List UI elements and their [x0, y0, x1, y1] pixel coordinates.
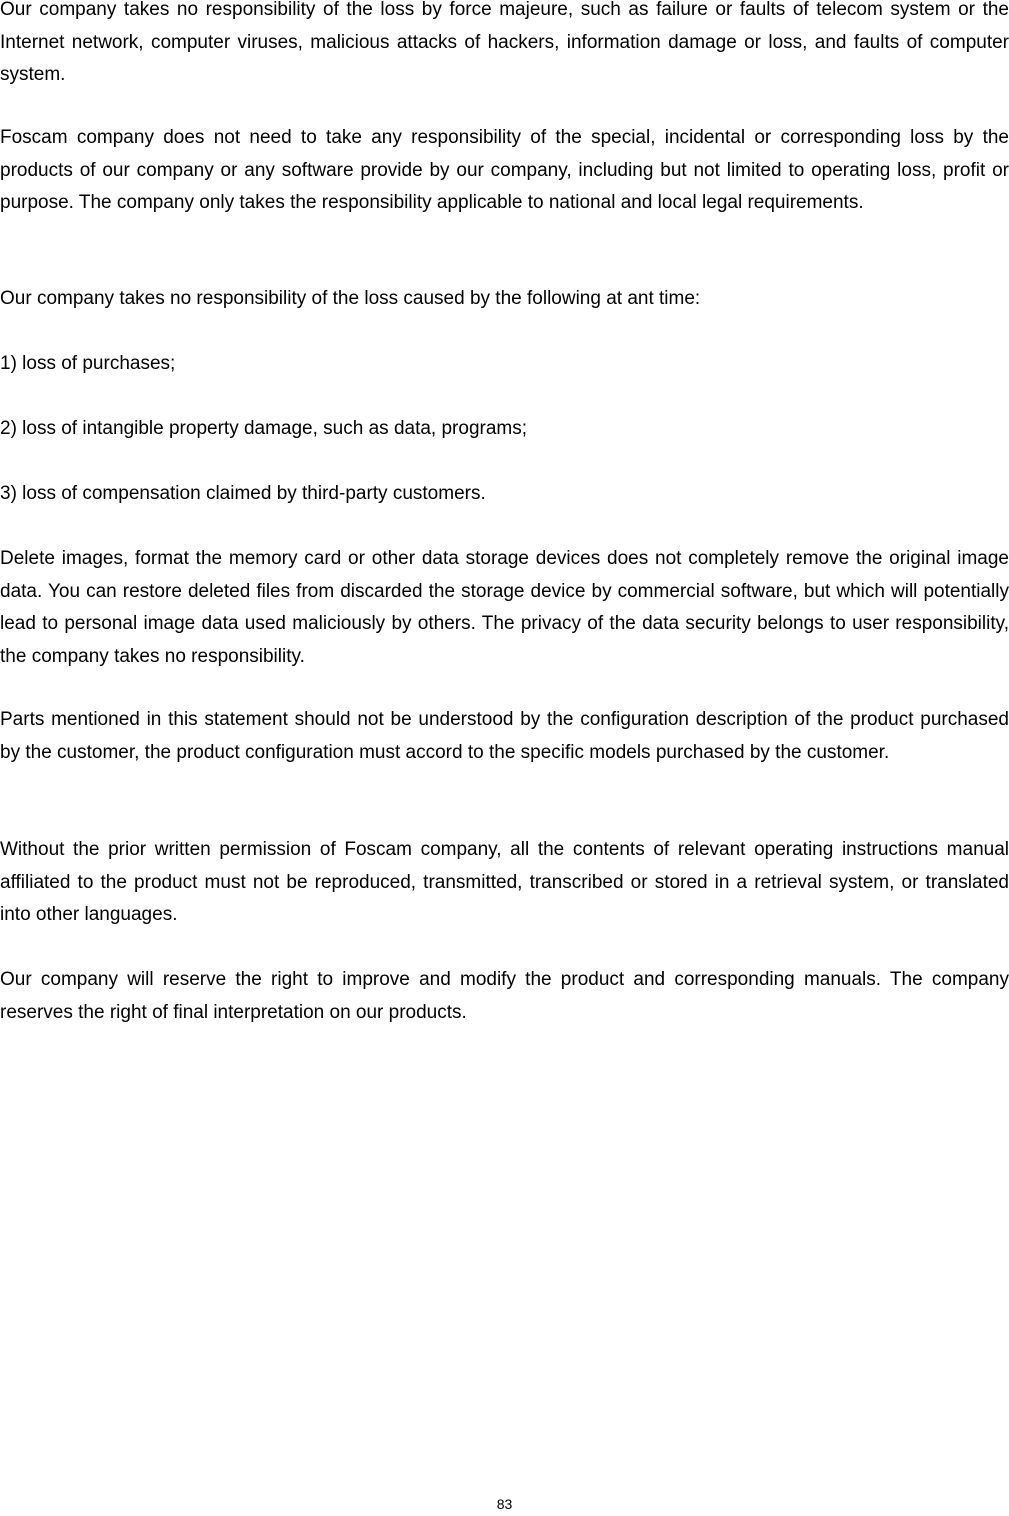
paragraph-force-majeure: Our company takes no responsibility of the loss by force majeure, such as failure or faults of telecom system or the Internet network, computer viruses, malicious attacks of hackers, information damage or loss, and faults of computer system.	[0, 0, 1009, 86]
page-number: 83	[496, 1496, 513, 1512]
paragraph-delete-images: Delete images, format the memory card or other data storage devices does not completely remove the original image data. You can restore deleted files from discarded the storage device by commercial software, but which will potentially lead to personal image data used maliciously by others. The privacy of the data security belongs to user responsibility, the company takes no responsibility.	[0, 548, 1009, 667]
paragraph-configuration: Parts mentioned in this statement should not be understood by the configuration description of the product purchased by the customer, the product configuration must accord to the specific models purchased by the customer.	[0, 709, 1009, 763]
paragraph-loss-intro: Our company takes no responsibility of the loss caused by the following at ant time:	[0, 288, 701, 309]
paragraph-permission: Without the prior written permission of Foscam company, all the contents of relevant operating instructions manual affiliated to the product must not be reproduced, transmitted, transcribed or stored in a retrieval system, or translated into other languages.	[0, 839, 1009, 926]
list-item-purchases: 1) loss of purchases;	[0, 353, 176, 374]
paragraph-reserve-right: Our company will reserve the right to improve and modify the product and corresponding manuals. The company reserves the right of final interpretation on our products.	[0, 969, 1009, 1023]
paragraph-special-loss: Foscam company does not need to take any responsibility of the special, incidental or corresponding loss by the products of our company or any software provide by our company, including but not limited to operating loss, profit or purpose. The company only takes the responsibility applicable to national and local legal requirements.	[0, 127, 1009, 214]
list-item-compensation: 3) loss of compensation claimed by third-party customers.	[0, 483, 486, 504]
list-item-intangible-property: 2) loss of intangible property damage, such as data, programs;	[0, 418, 528, 439]
